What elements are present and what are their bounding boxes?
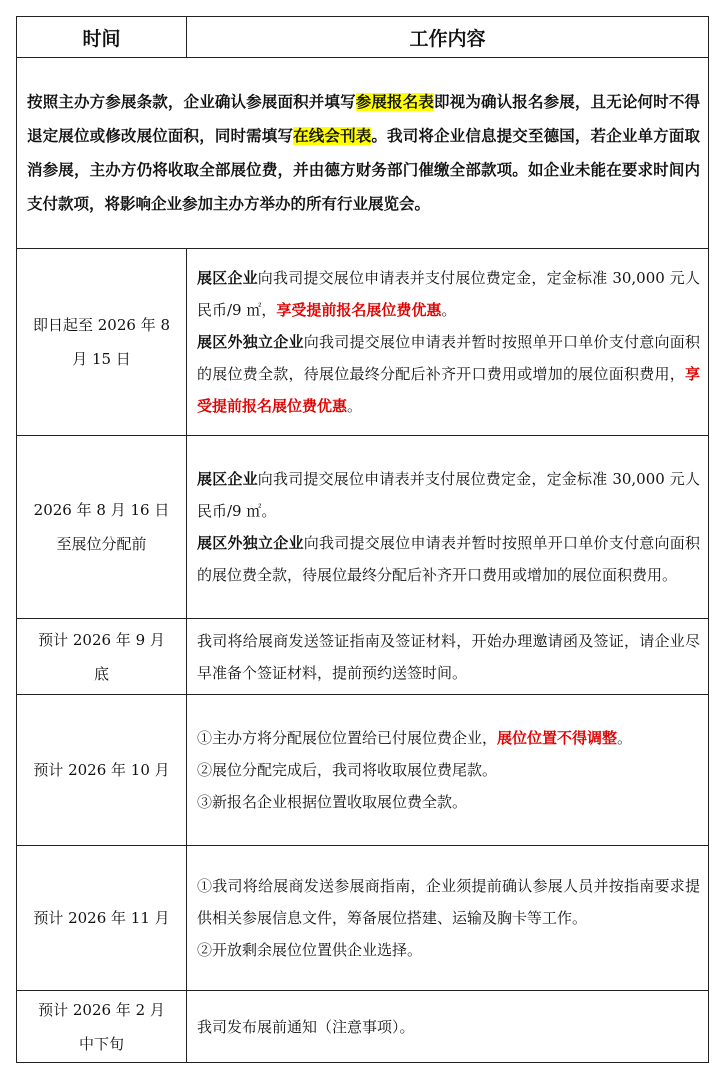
row-time: 2026 年 8 月 16 日至展位分配前	[17, 436, 187, 619]
item-text: ①主办方将分配展位位置给已付展位费企业，	[197, 729, 498, 747]
row-content: 我司将给展商发送签证指南及签证材料，开始办理邀请函及签证，请企业尽早准备个签证材料，提前预约送签时间。	[187, 619, 709, 695]
row-time: 预计 2026 年 10 月	[17, 695, 187, 846]
table-row	[17, 619, 709, 695]
paragraph-text: 向我司提交展位申请表并暂时按照单开口单价支付意向面积的展位费全款，待展位最终分配后补齐开口费用或增加的展位面积费用。	[197, 534, 700, 584]
row-content	[187, 436, 709, 619]
header-content: 工作内容	[187, 17, 709, 58]
bold-term: 展区企业	[197, 269, 258, 287]
row-time: 预计 2026 年 2 月中下旬	[17, 991, 187, 1063]
intro-text-3: 。我司将企业信息提交至德国，若企业单方面取消参展，主办方仍将收取全部展位费，并由德方财务部门催缴全部款项。如企业未能在要求时间内支付款项，将影响企业参加主办方举办的所有行业展览会。	[27, 127, 700, 213]
list-item: ①我司将给展商发送参展商指南，企业须提前确认参展人员并按指南要求提供相关参展信息文件，筹备展位搭建、运输及胸卡等工作。	[197, 877, 700, 927]
table-row	[17, 991, 709, 1063]
paragraph-end: 。	[347, 397, 363, 415]
row-content	[187, 846, 709, 991]
paragraph-text: 向我司提交展位申请表并暂时按照单开口单价支付意向面积的展位费全款，待展位最终分配后补齐开口费用或增加的展位面积费用，	[197, 333, 700, 383]
highlight-online-catalog: 在线会刊表	[293, 127, 372, 145]
item-end: 。	[617, 729, 633, 747]
paragraph	[197, 527, 700, 591]
bold-term: 展区企业	[197, 470, 258, 488]
bold-term: 展区外独立企业	[197, 333, 304, 351]
paragraph-text: 向我司提交展位申请表并支付展位费定金，定金标准 30,000 元人民币/9 ㎡，	[197, 269, 700, 319]
paragraph-text: 向我司提交展位申请表并支付展位费定金，定金标准 30,000 元人民币/9 ㎡。	[197, 470, 700, 520]
row-content: 我司发布展前通知（注意事项）。	[187, 991, 709, 1063]
header-row	[17, 17, 709, 58]
intro-row	[17, 58, 709, 249]
row-time: 即日起至 2026 年 8 月 15 日	[17, 249, 187, 436]
list-item	[197, 722, 700, 754]
list-item: ③新报名企业根据位置收取展位费全款。	[197, 793, 468, 811]
red-emphasis: 享受提前报名展位费优惠	[276, 301, 442, 319]
bold-term: 展区外独立企业	[197, 534, 304, 552]
table-row	[17, 249, 709, 436]
paragraph	[197, 326, 700, 422]
paragraph	[197, 262, 700, 326]
highlight-signup-form: 参展报名表	[355, 93, 435, 111]
header-time: 时间	[17, 17, 187, 58]
table-row	[17, 436, 709, 619]
intro-text-2: 即视为确认报名参展，且无论何时不得退定展位或修改展位面积，同时需填写	[27, 93, 700, 145]
table-row	[17, 846, 709, 991]
intro-cell	[17, 58, 709, 249]
paragraph-end: 。	[441, 301, 457, 319]
row-content	[187, 249, 709, 436]
row-time: 预计 2026 年 9 月底	[17, 619, 187, 695]
list-item: ②展位分配完成后，我司将收取展位费尾款。	[197, 761, 498, 779]
paragraph	[197, 463, 700, 527]
intro-text-1: 按照主办方参展条款，企业确认参展面积并填写	[27, 93, 356, 111]
schedule-table	[16, 16, 709, 1063]
list-item: ②开放剩余展位位置供企业选择。	[197, 941, 423, 959]
red-emphasis: 展位位置不得调整	[497, 729, 618, 747]
row-content	[187, 695, 709, 846]
row-time: 预计 2026 年 11 月	[17, 846, 187, 991]
table-row	[17, 695, 709, 846]
red-emphasis: 享受提前报名展位费优惠	[197, 365, 700, 415]
